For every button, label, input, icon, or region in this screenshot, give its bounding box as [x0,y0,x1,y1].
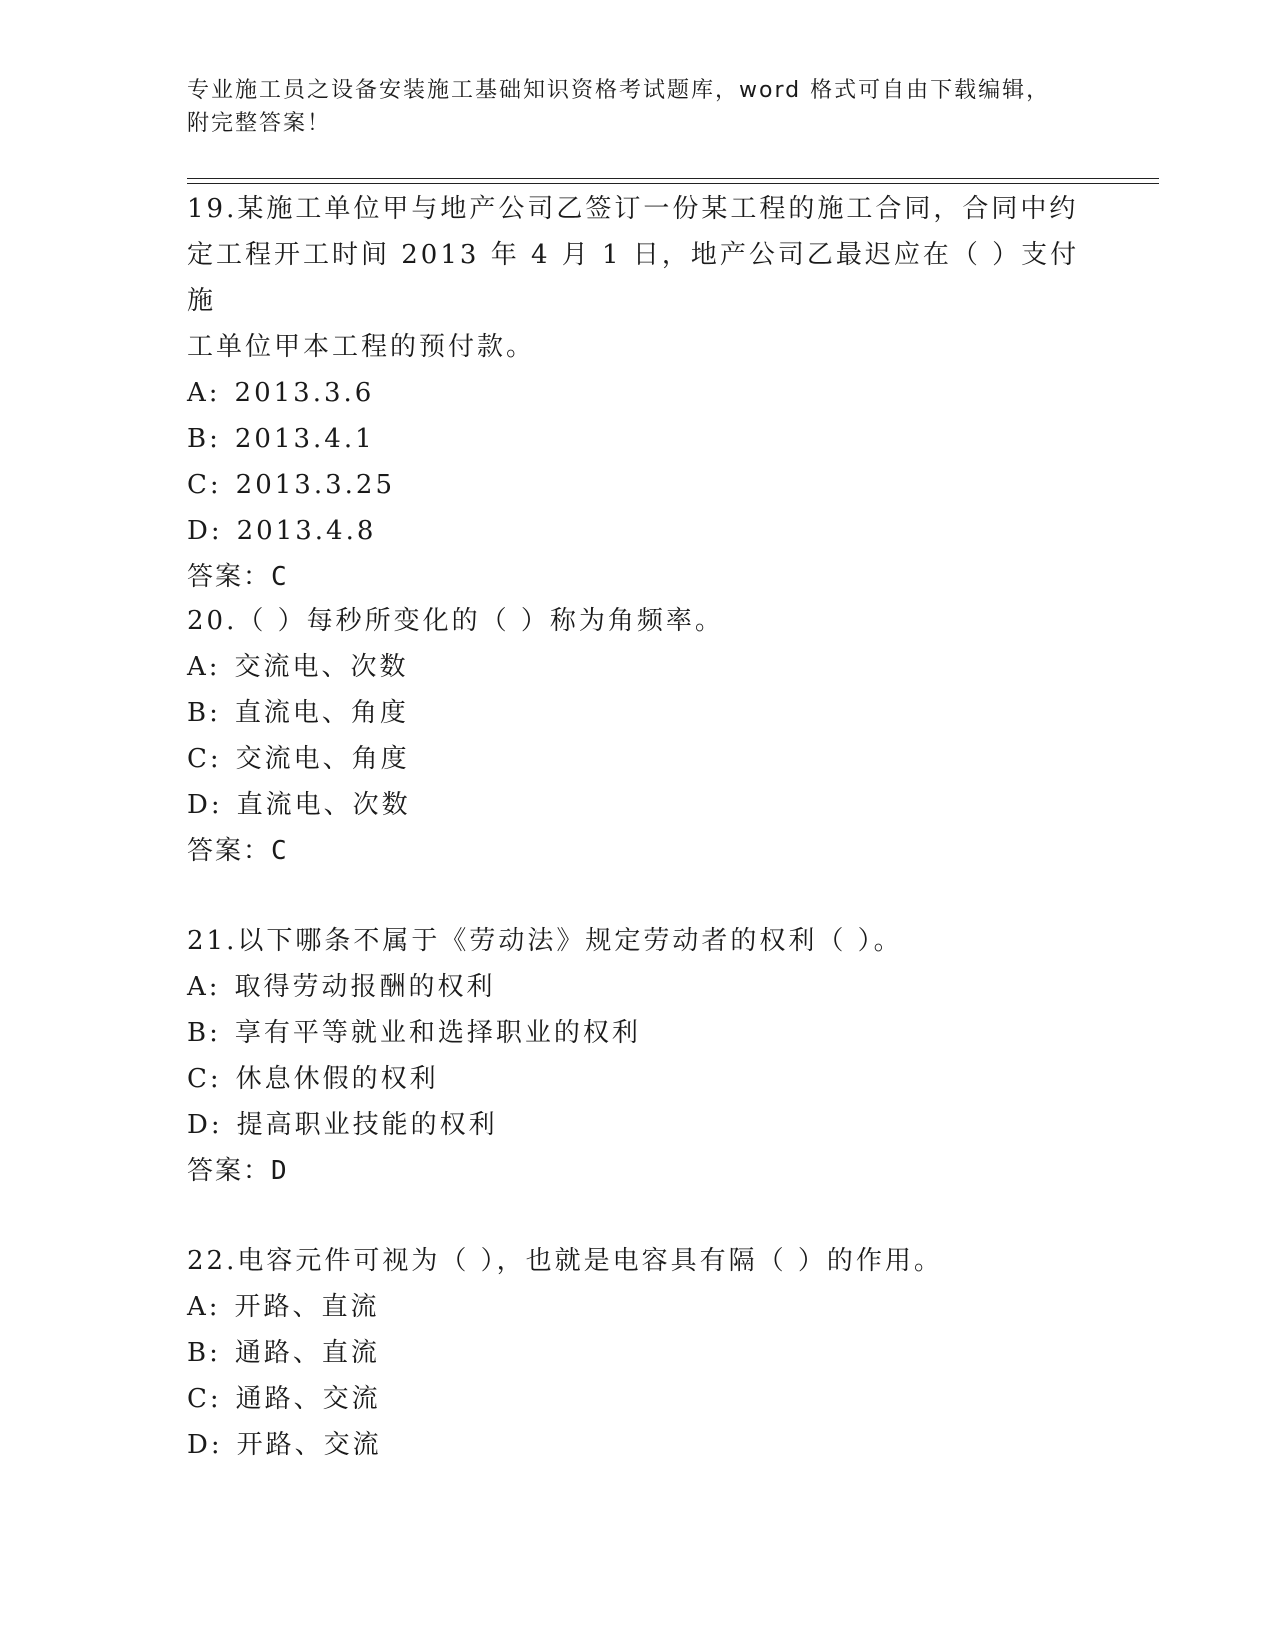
option-text: 开路、交流 [236,1430,382,1460]
answer-label: 答案： [187,1156,272,1186]
answer-label: 答案： [187,562,272,592]
option-text: 2013.4.8 [236,516,377,546]
option-text: 交流电、角度 [235,744,410,774]
option-text: 2013.3.25 [235,470,395,500]
option-label: C: [187,1064,222,1094]
question-text-line: 工单位甲本工程的预付款。 [187,332,536,362]
option-text: 取得劳动报酬的权利 [234,972,496,1002]
question-text-line: 定工程开工时间 2013 年 4 月 1 日，地产公司乙最迟应在（ ）支付施 [187,240,1080,316]
option-a [187,1284,1087,1330]
answer-line [187,828,1087,874]
option-a [187,644,1087,690]
answer-value: C [271,562,289,592]
option-label: C: [187,744,222,774]
option-label: A: [187,378,221,408]
option-d [187,782,1087,828]
question-text-line: 22.电容元件可视为（ ），也就是电容具有隔（ ）的作用。 [187,1246,943,1276]
option-text: 交流电、次数 [234,652,409,682]
header-divider-bottom [187,183,1159,184]
option-label: C: [187,470,222,500]
question-text-line: 20.（ ）每秒所变化的（ ）称为角频率。 [187,606,724,636]
option-label: D: [187,1110,223,1140]
answer-line [187,554,1087,600]
question-22 [187,1238,1087,1468]
question-text-line: 19.某施工单位甲与地产公司乙签订一份某工程的施工合同，合同中约 [187,194,1079,224]
option-text: 休息休假的权利 [235,1064,439,1094]
option-b [187,1010,1087,1056]
option-label: B: [187,424,221,454]
question-20 [187,598,1087,874]
option-label: D: [187,790,223,820]
option-label: D: [187,516,223,546]
option-d [187,1422,1087,1468]
option-text: 直流电、角度 [234,698,409,728]
answer-line [187,1148,1087,1194]
option-label: A: [187,1292,221,1322]
option-label: B: [187,1018,221,1048]
option-b [187,416,1087,462]
answer-value: D [271,1156,289,1186]
option-text: 直流电、次数 [236,790,411,820]
header-divider-top [187,178,1159,179]
option-d [187,1102,1087,1148]
question-19 [187,186,1087,600]
option-label: B: [187,698,221,728]
option-c [187,1376,1087,1422]
option-b [187,690,1087,736]
header-line-2: 附完整答案！ [187,111,332,136]
option-label: A: [187,972,221,1002]
option-a [187,964,1087,1010]
option-text: 提高职业技能的权利 [236,1110,498,1140]
option-label: A: [187,652,221,682]
question-21 [187,918,1087,1194]
option-d [187,508,1087,554]
option-label: B: [187,1338,221,1368]
option-text: 2013.4.1 [234,424,375,454]
answer-value: C [271,836,289,866]
option-b [187,1330,1087,1376]
option-text: 通路、交流 [235,1384,381,1414]
option-text: 开路、直流 [234,1292,380,1322]
option-text: 通路、直流 [234,1338,380,1368]
document-header [187,74,1067,140]
header-line-1: 专业施工员之设备安装施工基础知识资格考试题库，word 格式可自由下载编辑， [187,78,1051,103]
option-a [187,370,1087,416]
option-c [187,736,1087,782]
option-label: D: [187,1430,223,1460]
answer-label: 答案： [187,836,272,866]
option-c [187,1056,1087,1102]
question-text-line: 21.以下哪条不属于《劳动法》规定劳动者的权利（ ）。 [187,926,903,956]
option-label: C: [187,1384,222,1414]
option-text: 2013.3.6 [234,378,375,408]
option-c [187,462,1087,508]
option-text: 享有平等就业和选择职业的权利 [234,1018,641,1048]
